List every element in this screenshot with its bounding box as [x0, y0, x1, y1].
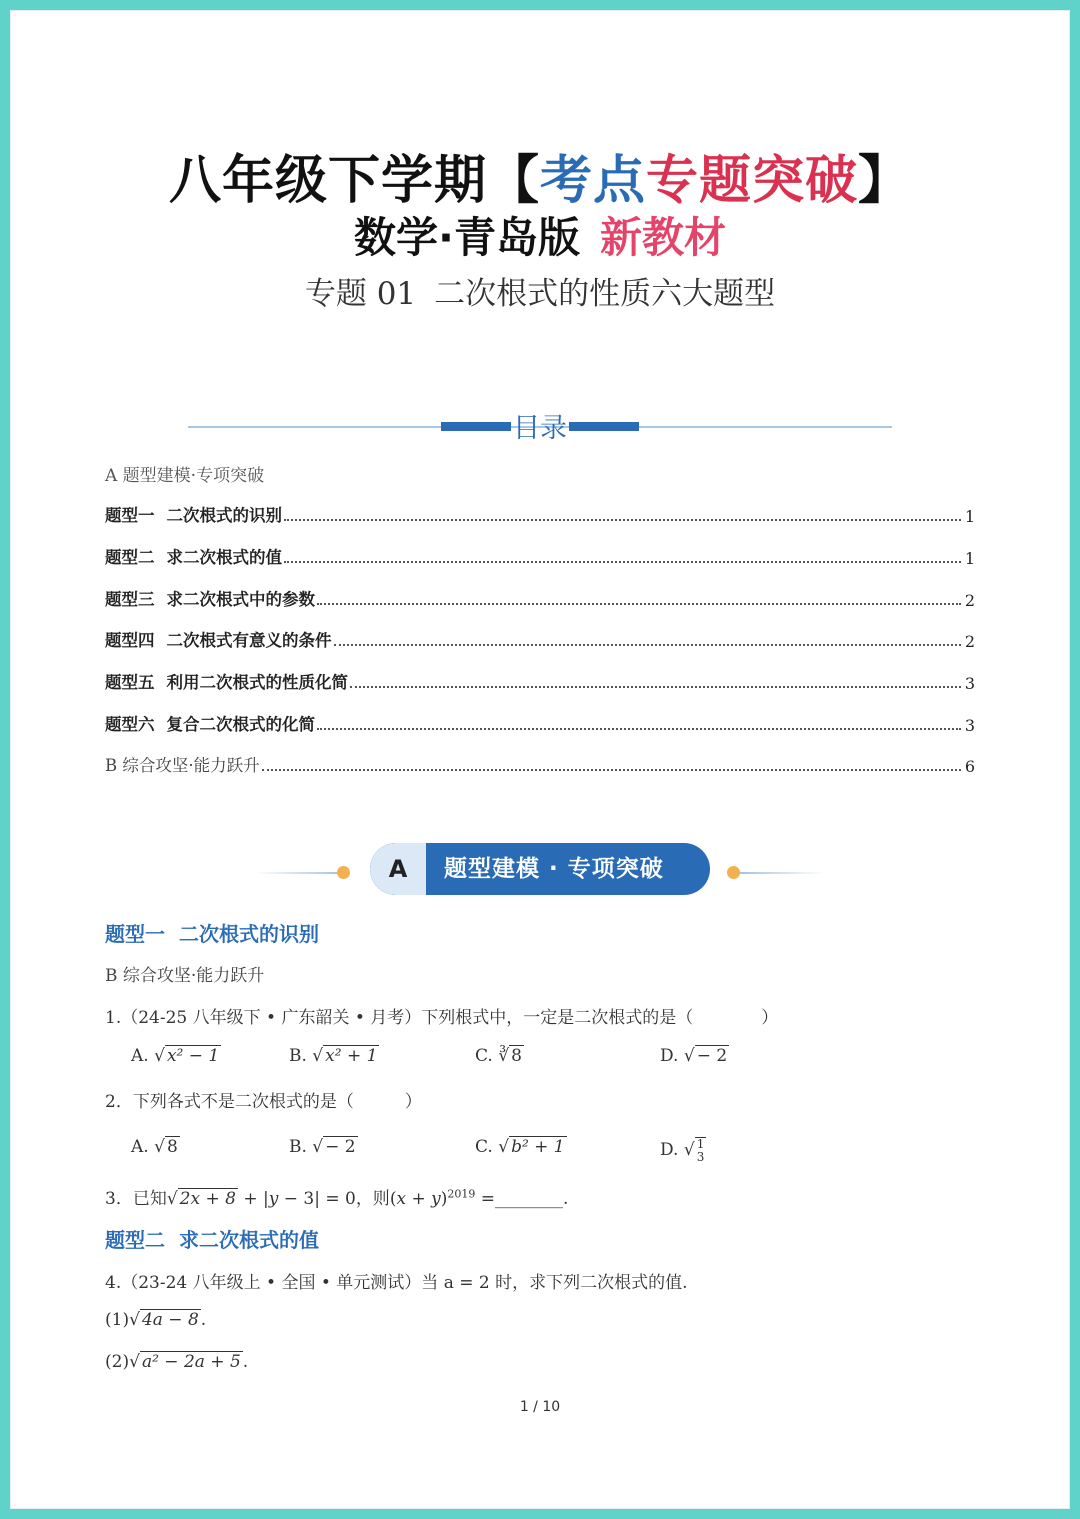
type2-heading: 题型二 求二次根式的值 [105, 1228, 319, 1252]
main-title: 八年级下学期【考点专题突破】 [168, 151, 912, 211]
toc-item[interactable]: 题型三 求二次根式中的参数 2 [105, 590, 975, 610]
toc-item[interactable]: 题型四 二次根式有意义的条件 2 [105, 631, 975, 651]
question-4: 4.（23-24 八年级上 • 全国 • 单元测试）当 a = 2 时，求下列二次根式的值. [105, 1273, 688, 1293]
toc-item[interactable]: 题型一 二次根式的识别 1 [105, 506, 975, 526]
toc-item[interactable]: 题型五 利用二次根式的性质化简 3 [105, 673, 975, 693]
banner-dot-right [727, 866, 740, 879]
question-2: 2．下列各式不是二次根式的是（ ） [105, 1092, 422, 1112]
title-red-part: 专题突破 [646, 151, 859, 211]
banner-line-left [255, 872, 345, 874]
banner-dot-left [337, 866, 350, 879]
toc-item[interactable]: 题型六 复合二次根式的化简 3 [105, 715, 975, 735]
question-1: 1.（24-25 八年级下 • 广东韶关 • 月考）下列根式中，一定是二次根式的是（ ） [105, 1008, 779, 1028]
toc-item[interactable]: 题型二 求二次根式的值 1 [105, 548, 975, 568]
banner-letter: A [370, 843, 426, 895]
q2-option-a: A. √ 8 [131, 1137, 178, 1157]
q2-option-b: B. √ − 2 [289, 1137, 356, 1157]
banner-line-right [735, 872, 825, 874]
toc-heading: 目录 [513, 413, 567, 444]
sub-heading-b: B 综合攻坚·能力跃升 [105, 966, 265, 986]
section-banner [370, 843, 710, 895]
question-3: 3．已知√ 2x + 8 + |y − 3| = 0，则$(x + y)^{2019}$ =________. [105, 1187, 569, 1209]
question-4-part-1: (1)√ 4a − 8 . [105, 1310, 207, 1330]
q1-option-d: D. √ − 2 [660, 1046, 728, 1066]
q1-option-b: B. √ x² + 1 [289, 1046, 378, 1066]
type1-heading: 题型一 二次根式的识别 [105, 922, 319, 946]
q1-option-a: A. √ x² − 1 [131, 1046, 220, 1066]
page-number: 1 / 10 [519, 1399, 561, 1415]
question-4-part-2: (2)√ a² − 2a + 5 . [105, 1352, 249, 1372]
banner-text: 题型建模 · 专项突破 [444, 856, 664, 882]
toc-item-section-b[interactable]: B 综合攻坚·能力跃升 6 [105, 756, 975, 776]
subtitle: 数学·青岛版 新教材 [354, 213, 726, 262]
title-blue-part: 考点 [539, 151, 646, 211]
q1-option-c: C. ∛ 8 [475, 1046, 522, 1066]
subtitle-red: 新教材 [599, 213, 726, 262]
q2-option-d: D. √ 1 3 [660, 1137, 705, 1164]
q2-option-c: C. √ b² + 1 [475, 1137, 565, 1157]
toc-section-a: A 题型建模·专项突破 [105, 466, 265, 486]
topic-title: 专题 01 二次根式的性质六大题型 [304, 276, 776, 312]
